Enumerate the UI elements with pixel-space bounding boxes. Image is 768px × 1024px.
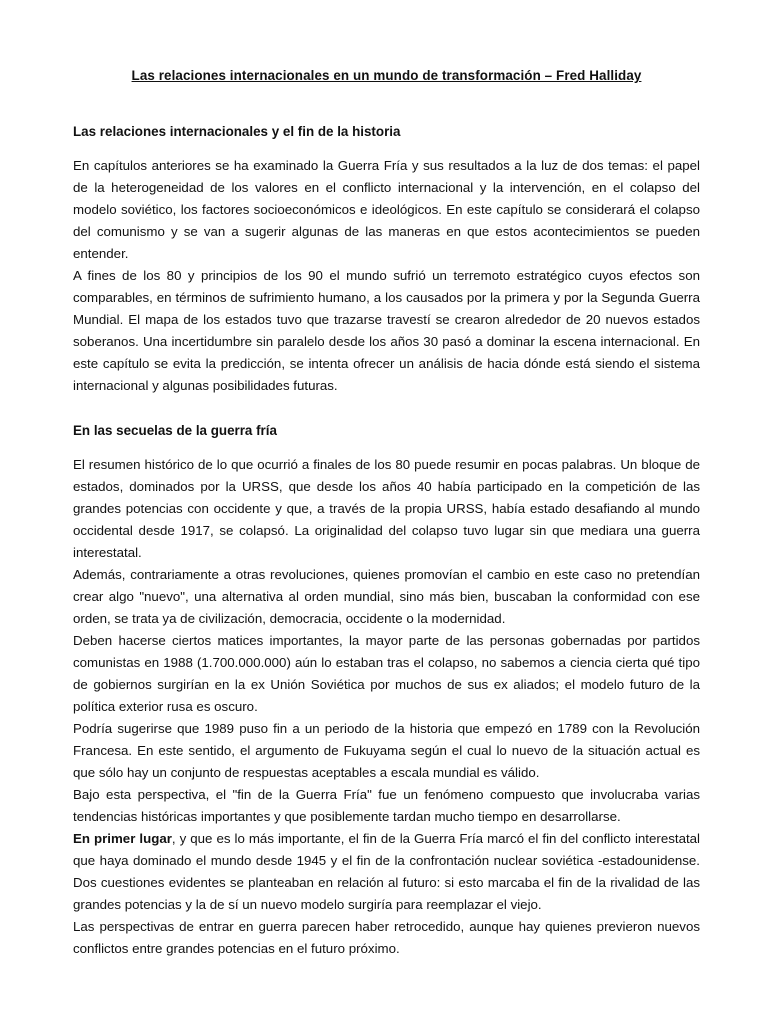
section-secuelas-guerra-fria: [73, 421, 700, 960]
document-page: [73, 66, 700, 960]
lead-phrase: En primer lugar: [73, 831, 172, 846]
paragraph: En capítulos anteriores se ha examinado la Guerra Fría y sus resultados a la luz de dos temas: el papel de la heterogeneidad de los valores en el conflicto internacional y la intervención, en el colapso del modelo soviético, los factores socioeconómicos e ideológicos. En este capítulo se considerará el colapso del comunismo y se van a sugerir algunas de las maneras en que estos acontecimientos se pueden entender.: [73, 158, 700, 261]
document-title: Las relaciones internacionales en un mundo de transformación – Fred Halliday: [131, 68, 642, 83]
section-fin-de-la-historia: [73, 122, 700, 397]
paragraph: El resumen histórico de lo que ocurrió a finales de los 80 puede resumir en pocas palabras. Un bloque de estados, dominados por la URSS, que desde los años 40 había participado en la competición de las grandes potencias con occidente y que, a través de la propia URSS, había estado desafiando al mundo occidental desde 1917, se colapsó. La originalidad del colapso tuvo lugar sin que mediara una guerra interestatal.: [73, 457, 700, 560]
paragraph: Bajo esta perspectiva, el "fin de la Guerra Fría" fue un fenómeno compuesto que involucraba varias tendencias históricas importantes y que posiblemente tardan mucho tiempo en desarrollarse.: [73, 787, 700, 824]
paragraph-lead: [73, 828, 700, 916]
lead-paragraph-body: , y que es lo más importante, el fin de la Guerra Fría marcó el fin del conflicto interestatal que haya dominado el mundo desde 1945 y el fin de la confrontación nuclear soviética -estadounidense. Dos cuestiones evidentes se planteaban en relación al futuro: si esto marcaba el fin de la rivalidad de las grandes potencias y la de sí un nuevo modelo surgiría para reemplazar el viejo.: [73, 831, 701, 912]
section-heading: En las secuelas de la guerra fría: [73, 423, 277, 438]
section-heading: Las relaciones internacionales y el fin de la historia: [73, 124, 401, 139]
paragraph: Las perspectivas de entrar en guerra parecen haber retrocedido, aunque hay quienes previeron nuevos conflictos entre grandes potencias en el futuro próximo.: [73, 919, 700, 956]
paragraph: Podría sugerirse que 1989 puso fin a un periodo de la historia que empezó en 1789 con la Revolución Francesa. En este sentido, el argumento de Fukuyama según el cual lo nuevo de la situación actual es que sólo hay un conjunto de respuestas aceptables a escala mundial es válido.: [73, 721, 700, 780]
paragraph: Además, contrariamente a otras revoluciones, quienes promovían el cambio en este caso no pretendían crear algo "nuevo", una alternativa al orden mundial, sino más bien, buscaban la conformidad con ese orden, se trata ya de civilización, democracia, occidente o la modernidad.: [73, 567, 700, 626]
paragraph: Deben hacerse ciertos matices importantes, la mayor parte de las personas gobernadas por partidos comunistas en 1988 (1.700.000.000) aún lo estaban tras el colapso, no sabemos a ciencia cierta qué tipo de gobiernos surgirían en la ex Unión Soviética por muchos de sus ex aliados; el modelo futuro de la política exterior rusa es oscuro.: [73, 633, 700, 714]
paragraph: A fines de los 80 y principios de los 90 el mundo sufrió un terremoto estratégico cuyos efectos son comparables, en términos de sufrimiento humano, a los causados por la primera y por la Segunda Guerra Mundial. El mapa de los estados tuvo que trazarse travestí se crearon alrededor de 20 nuevos estados soberanos. Una incertidumbre sin paralelo desde los años 30 pasó a dominar la escena internacional. En este capítulo se evita la predicción, se intenta ofrecer un análisis de hacia dónde está siendo el sistema internacional y algunas posibilidades futuras.: [73, 268, 700, 393]
